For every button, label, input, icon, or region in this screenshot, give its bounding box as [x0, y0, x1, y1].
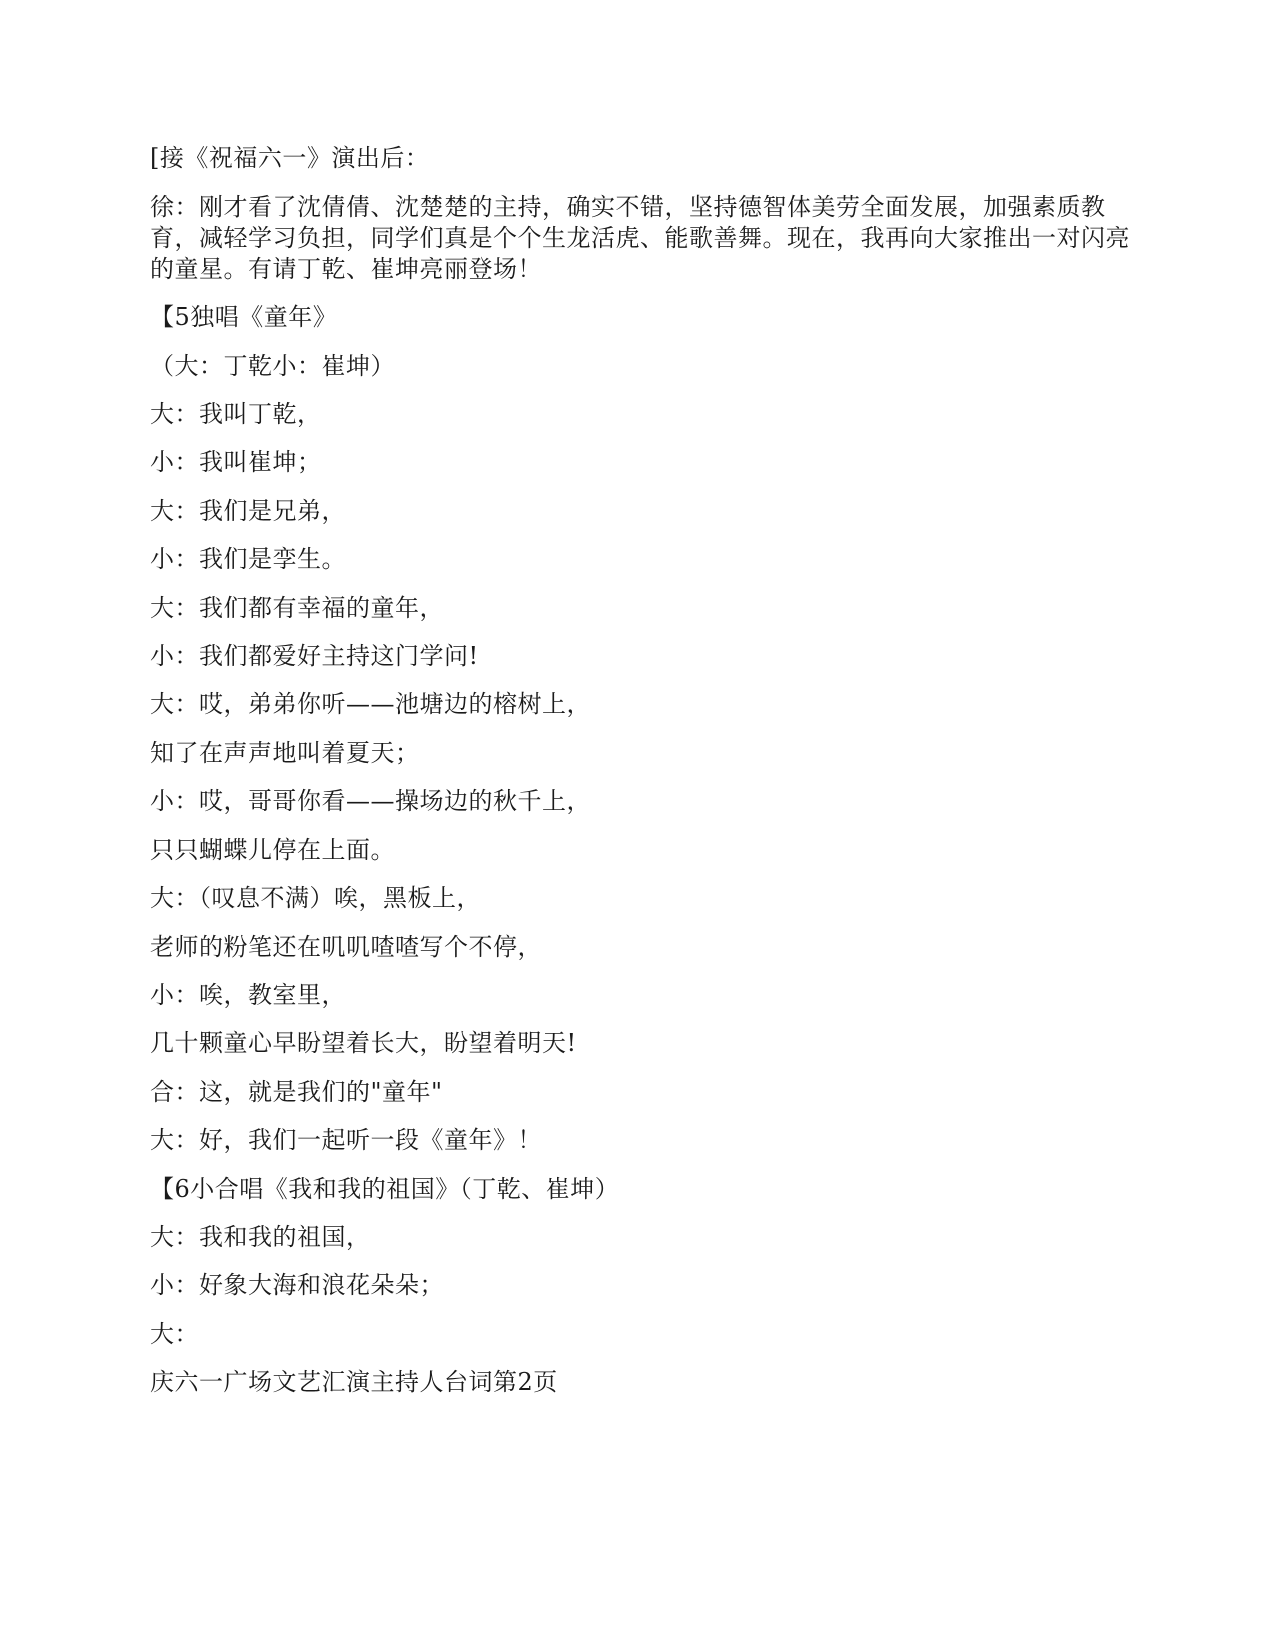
dialogue-line: 小：好象大海和浪花朵朵；: [150, 1271, 444, 1299]
page-footer: 庆六一广场文艺汇演主持人台词第2页: [150, 1368, 558, 1396]
dialogue-line: 大：（叹息不满）唉，黑板上，: [150, 884, 481, 912]
dialogue-line: 大：我们是兄弟，: [150, 497, 346, 525]
dialogue-line: 小：哎，哥哥你看——操场边的秋千上，: [150, 787, 591, 815]
section-heading-6: 【6小合唱《我和我的祖国》（丁乾、崔坤）: [150, 1175, 620, 1203]
dialogue-line: 大：哎，弟弟你听——池塘边的榕树上，: [150, 690, 591, 718]
dialogue-line: 合：这，就是我们的"童年": [150, 1078, 443, 1106]
dialogue-line: 大：好，我们一起听一段《童年》！: [150, 1126, 542, 1154]
dialogue-line: 只只蝴蝶儿停在上面。: [150, 836, 395, 864]
dialogue-line: 大：我叫丁乾，: [150, 400, 322, 428]
dialogue-line: 大：: [150, 1320, 199, 1348]
dialogue-line: 小：我们都爱好主持这门学问!: [150, 642, 479, 670]
dialogue-line: 小：唉，教室里，: [150, 981, 346, 1009]
dialogue-line: 大：我们都有幸福的童年，: [150, 594, 444, 622]
host-paragraph: 徐：刚才看了沈倩倩、沈楚楚的主持，确实不错，坚持德智体美劳全面发展，加强素质教育，减轻学习负担，同学们真是个个生龙活虎、能歌善舞。现在，我再向大家推出一对闪亮的童星。有请丁乾、崔坤亮丽登场！: [150, 193, 1130, 283]
dialogue-line: 小：我们是孪生。: [150, 545, 346, 573]
cast-line: （大：丁乾小：崔坤）: [150, 352, 395, 380]
dialogue-line: 小：我叫崔坤；: [150, 448, 322, 476]
section-heading-5: 【5独唱《童年》: [150, 303, 338, 331]
dialogue-line: 几十颗童心早盼望着长大，盼望着明天!: [150, 1029, 577, 1057]
dialogue-line: 大：我和我的祖国，: [150, 1223, 371, 1251]
dialogue-line: 知了在声声地叫着夏天；: [150, 739, 420, 767]
intro-line: [接《祝福六一》演出后：: [150, 144, 430, 172]
dialogue-line: 老师的粉笔还在叽叽喳喳写个不停，: [150, 933, 542, 961]
